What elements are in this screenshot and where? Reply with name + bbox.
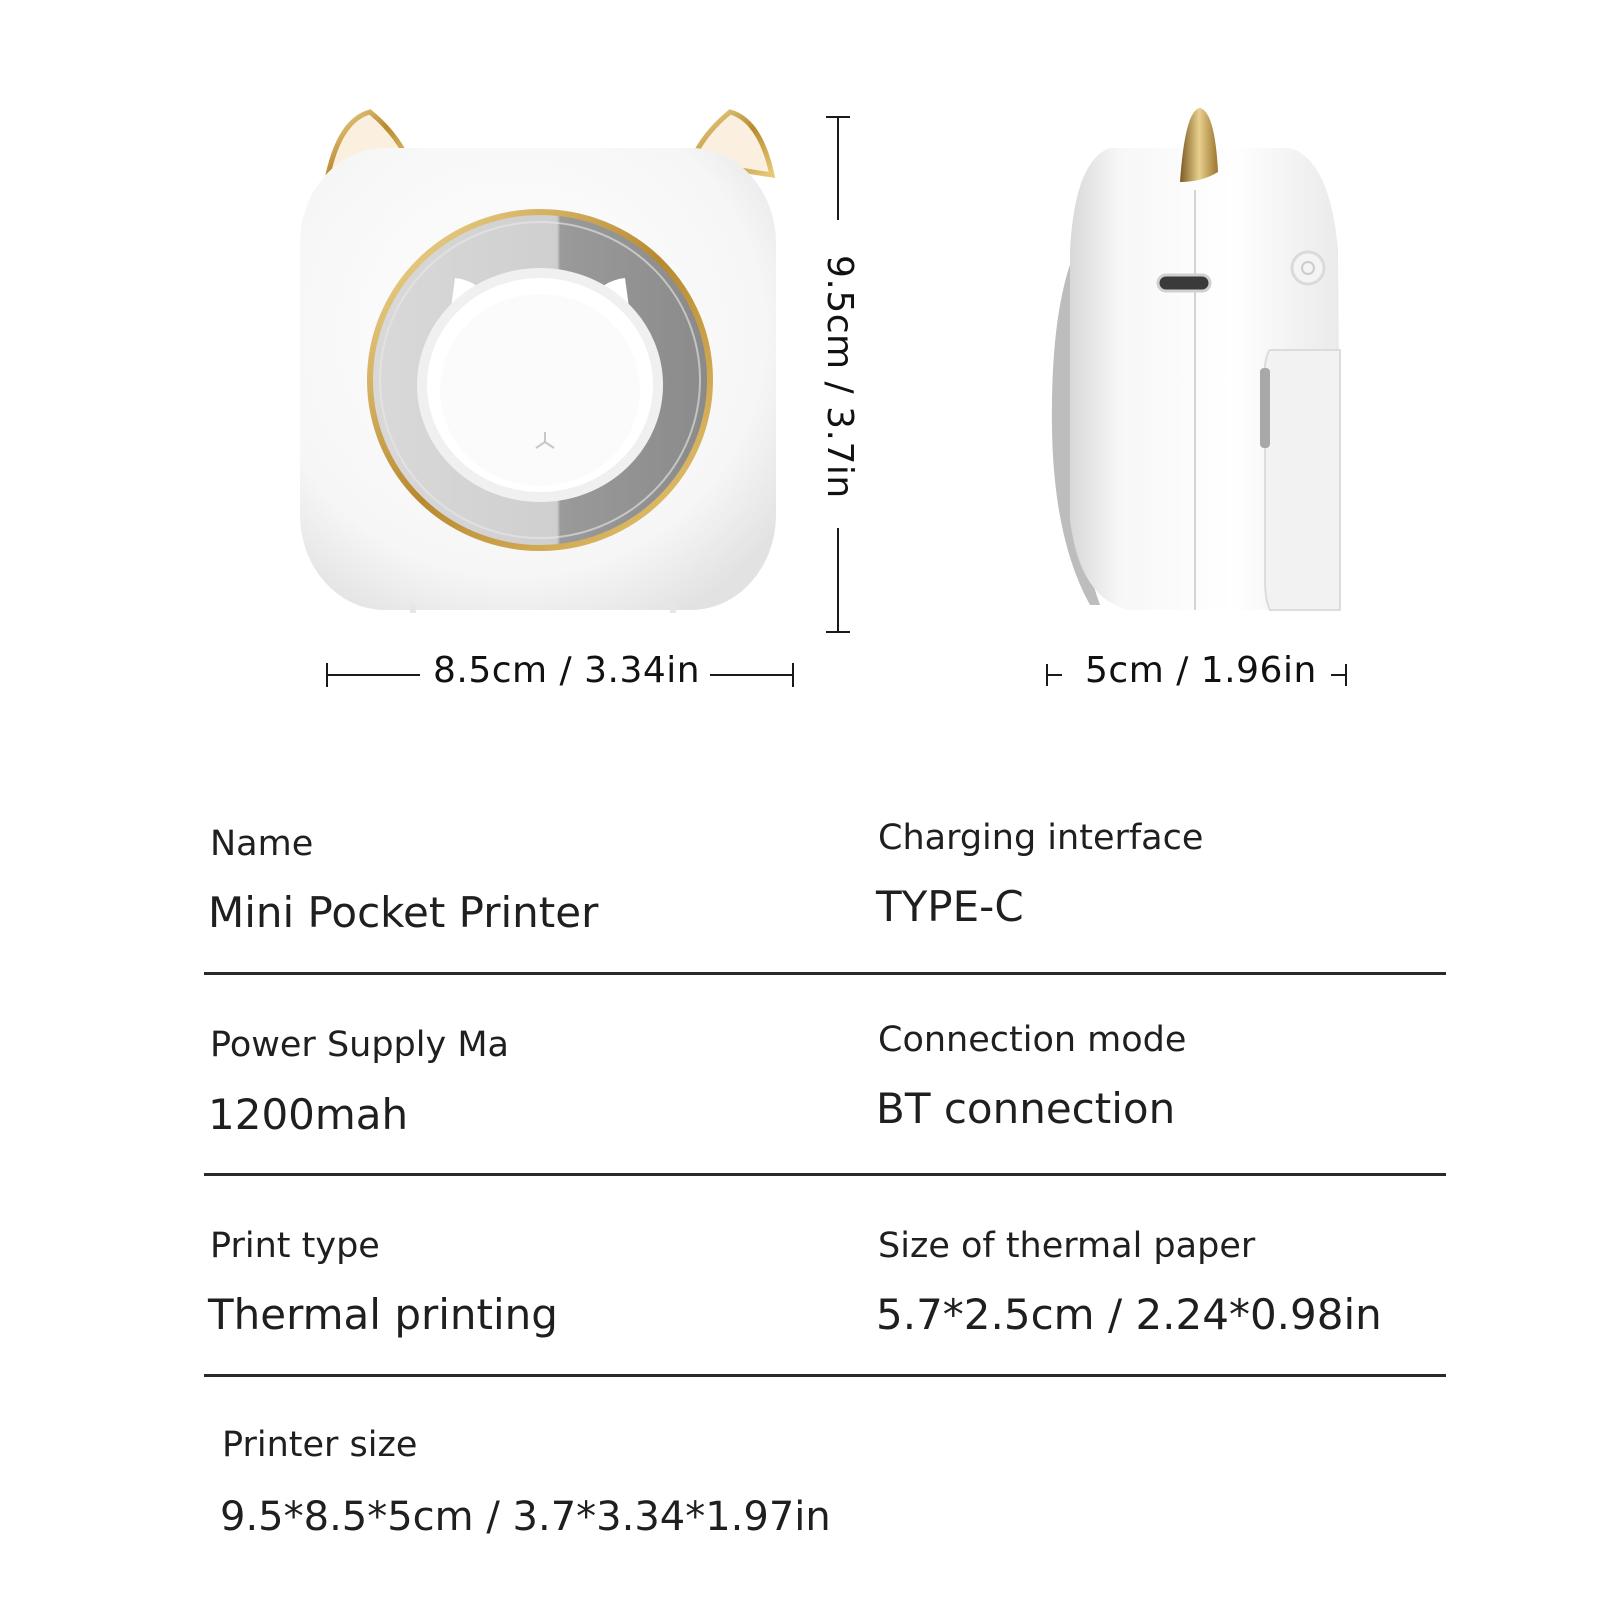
divider (204, 972, 1446, 975)
spec-label-connection-mode: Connection mode (878, 1020, 1187, 1060)
depth-dimension-label: 5cm / 1.96in (1085, 650, 1317, 691)
dimension-tick-right (1345, 664, 1347, 686)
spec-value-power-supply: 1200mah (208, 1090, 409, 1139)
dimension-line-top (837, 116, 839, 220)
spec-label-printer-size: Printer size (222, 1425, 418, 1465)
spec-label-thermal-paper-size: Size of thermal paper (878, 1226, 1256, 1266)
dimension-line-left (326, 674, 420, 676)
spec-label-name: Name (210, 824, 314, 864)
divider (204, 1173, 1446, 1176)
height-dimension-label: 9.5cm / 3.7in (819, 255, 860, 499)
width-dimension-label: 8.5cm / 3.34in (433, 650, 701, 691)
spec-value-print-type: Thermal printing (208, 1290, 558, 1339)
spec-label-power-supply: Power Supply Ma (210, 1025, 509, 1065)
spec-value-name: Mini Pocket Printer (208, 888, 599, 937)
spec-value-thermal-paper-size: 5.7*2.5cm / 2.24*0.98in (876, 1290, 1382, 1339)
spec-value-printer-size: 9.5*8.5*5cm / 3.7*3.34*1.97in (220, 1494, 831, 1540)
spec-value-charging-interface: TYPE-C (876, 882, 1024, 931)
dimension-tick-bottom (826, 631, 850, 633)
spec-value-connection-mode: BT connection (876, 1084, 1176, 1133)
spec-label-print-type: Print type (210, 1226, 380, 1266)
printer-side-view-image (1040, 100, 1350, 640)
dimension-tick-right (792, 663, 794, 687)
dimension-line-right (710, 674, 794, 676)
spec-label-charging-interface: Charging interface (878, 818, 1204, 858)
dimension-line-bottom (837, 528, 839, 632)
dimension-line-left (1046, 674, 1062, 676)
divider (204, 1374, 1446, 1377)
printer-front-view-image (300, 100, 800, 640)
